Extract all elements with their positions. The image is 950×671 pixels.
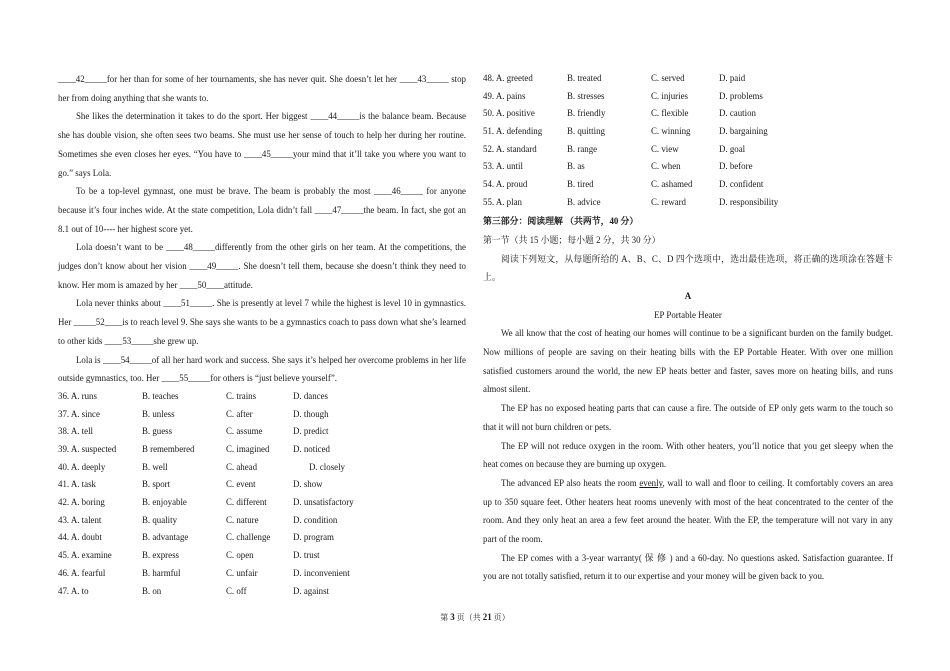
option-c: C. ahead [226, 461, 258, 472]
option-a: 45. A. examine [58, 550, 112, 561]
passage-paragraph: ____42_____for her than for some of her tournaments, she has never quit. She doesn’t let her ____43_____ stop her from doing anything that she wants to. [58, 74, 466, 103]
option-c: C. imagined [226, 444, 270, 455]
option-c: C. open [226, 550, 254, 561]
option-b: B remembered [142, 444, 195, 455]
option-row [483, 158, 893, 176]
footer-prefix: 第 [440, 613, 449, 622]
option-a: 51. A. defending [483, 126, 543, 137]
option-b: B. treated [567, 73, 602, 83]
option-c: C. after [226, 408, 253, 419]
passage-paragraph: The EP has no exposed heating parts that can cause a fire. The outside of EP only gets warm to the touch so that it will not burn children or pets. [483, 403, 893, 432]
option-c: C. winning [651, 126, 691, 137]
option-a: 53. A. until [483, 161, 523, 172]
option-a: 40. A. deeply [58, 461, 106, 472]
text-span: , wall to wall and floor to ceiling. It comfortably covers an area up to 350 square feet. Other heaters heat rooms unevenly with most of the heat concentrated to the center of the room. And they only heat an area a few feet around the heater. With the EP, the temperature will not vary in any part of the room. [483, 477, 893, 545]
option-c: C. injuries [651, 90, 688, 101]
passage-paragraph: Lola never thinks about ____51_____. She is presently at level 7 while the highest is level 10 in gymnastics. Her _____52____is to reach level 9. She says she wants to be a gymnastics coach to pass down what she’s learned to other kids ____53_____she grew up. [58, 298, 466, 346]
option-row [58, 565, 466, 583]
option-c: C. reward [651, 196, 686, 207]
option-b: B. on [142, 585, 162, 596]
option-a: 39. A. suspected [58, 444, 117, 455]
option-c: C. when [651, 161, 681, 172]
page-footer [0, 612, 950, 623]
option-d: D. before [719, 161, 753, 172]
option-d: D. paid [719, 73, 746, 83]
option-b: B. tired [567, 179, 594, 190]
option-c: C. flexible [651, 108, 689, 119]
option-b: B. stresses [567, 90, 605, 101]
option-a: 55. A. plan [483, 196, 522, 207]
option-a: 50. A. positive [483, 108, 535, 119]
option-row [483, 176, 893, 194]
options-list [58, 388, 466, 600]
option-b: B. range [567, 143, 598, 154]
option-row [483, 105, 893, 123]
option-c: C. ashamed [651, 179, 693, 190]
option-row [483, 141, 893, 159]
passage-title: EP Portable Heater [654, 309, 722, 320]
passage-paragraph: Lola is ____54_____of all her hard work and success. She says it’s helped her overcome problems in her life outside gymnastics, too. Her ____55_____for others is “just believe yourself”. [58, 354, 466, 384]
option-d: D. caution [719, 108, 756, 119]
options-list [483, 70, 893, 212]
passage-paragraph: The EP comes with a 3-year warranty( 保 修 ) and a 60-day. No questions asked. Satisfaction guarantee. If you are not totally satisfied, return it to our expertise and your money will be given back to you. [483, 552, 893, 582]
option-row [58, 476, 466, 494]
option-b: B. quality [142, 514, 178, 525]
option-d: D. though [293, 408, 329, 419]
section-title: 第三部分：阅读理解 （共两节，40 分） [483, 215, 639, 226]
option-d: D. dances [293, 390, 328, 401]
option-d: D. condition [293, 514, 338, 525]
subsection-title: 第一节（共 15 小题；每小题 2 分，共 30 分） [483, 234, 661, 245]
option-row [58, 441, 466, 459]
option-row [58, 529, 466, 547]
option-a: 44. A. doubt [58, 532, 102, 543]
footer-middle: 页（共 [456, 613, 481, 622]
option-b: B. harmful [142, 567, 181, 578]
option-b: B. quitting [567, 126, 605, 137]
page-total: 21 [482, 612, 492, 622]
option-a: 36. A. runs [58, 390, 97, 401]
option-d: D. unsatisfactory [293, 497, 354, 508]
option-a: 52. A. standard [483, 143, 537, 154]
option-c: C. served [651, 73, 685, 83]
option-row [58, 459, 466, 477]
option-a: 48. A. greeted [483, 73, 533, 83]
option-d: D. inconvenient [293, 567, 350, 578]
option-row [483, 123, 893, 141]
text-span: The advanced EP also heats the room [501, 477, 640, 488]
option-c: C. view [651, 143, 679, 154]
option-row [58, 583, 466, 601]
option-b: B. as [567, 161, 585, 172]
option-row [58, 512, 466, 530]
option-c: C. different [226, 497, 267, 508]
option-d: D. show [293, 479, 323, 490]
right-column [483, 70, 893, 586]
option-c: C. unfair [226, 567, 258, 578]
passage-paragraph: She likes the determination it takes to do the sport. Her biggest ____44_____is the balance beam. Because she has double vision, she often sees two beams. She must use her sense of touch to help her during her routine. Sometimes she even closes her eyes. “You have to ____45_____your mind that it’ll take you where you want to go.” says Lola. [58, 111, 466, 178]
passage-paragraph: The EP will not reduce oxygen in the room. With other heaters, you’ll notice that you get sleepy when the heat comes on because they are burning up oxygen. [483, 440, 893, 470]
option-d: D. closely [309, 461, 345, 472]
option-c: C. challenge [226, 532, 271, 543]
option-row [58, 406, 466, 424]
passage-letter: A [684, 290, 692, 301]
option-a: 49. A. pains [483, 90, 526, 101]
option-b: B. express [142, 550, 179, 561]
option-a: 47. A. to [58, 585, 89, 596]
option-d: D. predict [293, 426, 329, 437]
passage-paragraph: To be a top-level gymnast, one must be brave. The beam is probably the most ____46_____ for anyone because it’s four inches wide. At the state competition, Lola didn’t fall ____47_____the beam. In fact, she got an 8.1 out of 10---- her highest score yet. [58, 186, 466, 234]
option-a: 42. A. boring [58, 497, 105, 508]
option-b: B. guess [142, 426, 173, 437]
option-a: 37. A. since [58, 408, 100, 419]
option-b: B. friendly [567, 108, 606, 119]
option-a: 38. A. tell [58, 426, 94, 437]
left-column [58, 70, 466, 600]
option-a: 41. A. task [58, 479, 96, 490]
option-d: D. program [293, 532, 334, 543]
passage-paragraph: Lola doesn’t want to be ____48_____differently from the other girls on her team. At the competitions, the judges don’t know about her vision ____49_____. She doesn’t tell them, because she doesn’t think they need to know. Her mom is amazed by her ____50____attitude. [58, 242, 466, 290]
option-b: B. enjoyable [142, 497, 187, 508]
option-row [58, 388, 466, 406]
underlined-word: evenly [639, 477, 663, 488]
option-d: D. problems [719, 90, 763, 101]
option-b: B. well [142, 461, 168, 472]
option-b: B. advantage [142, 532, 189, 543]
passage-paragraph: We all know that the cost of heating our homes will continue to be a significant burden on the family budget. Now millions of people are saving on their heating bills with the EP Portable Heater. With over one million satisfied customers around the world, the new EP heats better and faster, saves more on heating bills, and runs almost silent. [483, 328, 893, 395]
page-number: 3 [450, 612, 455, 622]
option-d: D. noticed [293, 444, 330, 455]
option-row [483, 194, 893, 212]
option-b: B. teaches [142, 390, 179, 401]
option-d: D. bargaining [719, 126, 768, 137]
option-row [58, 494, 466, 512]
option-d: D. responsibility [719, 196, 779, 207]
option-c: C. trains [226, 390, 257, 401]
option-a: 54. A. proud [483, 179, 528, 190]
footer-suffix: 页） [493, 613, 510, 622]
option-d: D. against [293, 585, 329, 596]
option-c: C. assume [226, 426, 263, 437]
option-row [58, 547, 466, 565]
option-c: C. off [226, 585, 247, 596]
option-b: B. advice [567, 196, 601, 207]
passage-paragraph [483, 474, 893, 549]
option-c: C. nature [226, 514, 259, 525]
option-a: 46. A. fearful [58, 567, 106, 578]
option-row [58, 423, 466, 441]
option-d: D. confident [719, 179, 764, 190]
option-row [483, 88, 893, 106]
option-d: D. trust [293, 550, 320, 561]
option-b: B. unless [142, 408, 175, 419]
option-a: 43. A. talent [58, 514, 102, 525]
option-d: D. goal [719, 143, 746, 154]
option-c: C. event [226, 479, 256, 490]
instruction-text: 阅读下列短文，从每题所给的 A、B、C、D 四个选项中，选出最佳选项，将正确的选项涂在答题卡上。 [483, 253, 893, 283]
option-row [483, 70, 893, 88]
option-b: B. sport [142, 479, 171, 490]
